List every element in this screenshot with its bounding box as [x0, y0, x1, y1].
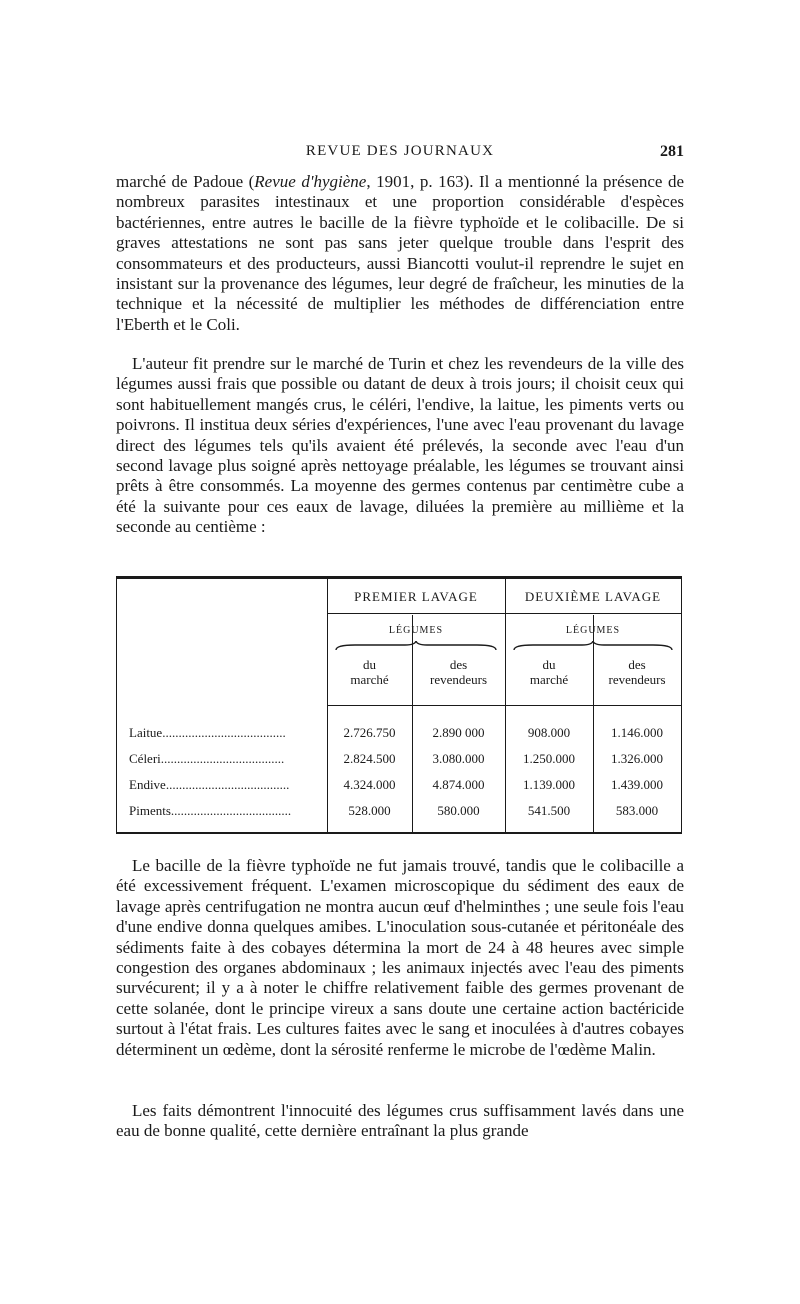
brace-icon: [335, 641, 497, 651]
column-header-premier-marche: [327, 657, 412, 687]
table-cell: 4.874.000: [432, 777, 485, 792]
table-cell: 4.324.000: [343, 777, 396, 792]
germ-count-table: [116, 576, 682, 834]
table-cell: 1.439.000: [611, 777, 663, 792]
table-cell: 580.000: [437, 803, 480, 818]
table-cell: 2.890 000: [432, 725, 485, 740]
column-header-deuxieme-marche: [505, 657, 593, 687]
column-header-line: du: [542, 657, 556, 672]
running-head: [116, 143, 684, 165]
paragraph-3: Le bacille de la fièvre typhoïde ne fut jamais trouvé, tandis que le colibacille a été excessivement fréquent. L'examen microscopique du sédiment des eaux de lavage après centrifugation ne montra aucun œuf d'helminthes ; une seule fois l'eau d'une endive donna quelques amibes. L'inoculation sous-cutanée et péritonéale des sédiments faite à des cobayes détermina la mort de 24 à 48 heures avec simple congestion des organes abdominaux ; les animaux injectés avec l'eau des piments survécurent; il y a à noter le chiffre relativement faible des germes provenant de cette solanée, dont le principe vireux a sans doute une certaine action bactéricide surtout à l'état frais. Les cultures faites avec le sang et inoculées à d'autres cobayes déterminent un œdème, dont la sérosité renferme le microbe de l'œdème Malin.: [116, 856, 684, 1059]
column-header-line: du: [363, 657, 376, 672]
table-cell: 3.080.000: [432, 751, 485, 766]
table-cell: 528.000: [348, 803, 391, 818]
column-header-line: marché: [529, 672, 569, 687]
paragraph-1-start: marché de Padoue (: [116, 172, 255, 191]
paragraph-1: [116, 172, 684, 335]
row-label-endive: Endive......................................: [129, 777, 290, 792]
table-cell: 1.139.000: [523, 777, 575, 792]
group-header-premier-lavage: PREMIER LAVAGE: [354, 589, 478, 604]
column-header-line: des: [449, 657, 468, 672]
group-header-deuxieme-lavage: DEUXIÈME LAVAGE: [524, 589, 662, 604]
column-header-line: des: [628, 657, 646, 672]
running-title: REVUE DES JOURNAUX: [305, 143, 495, 159]
table-cell: 1.250.000: [523, 751, 575, 766]
table-cell: 2.726.750: [343, 725, 396, 740]
subheader-legumes-2: LÉGUMES: [565, 625, 621, 636]
row-label-celeri: Céleri......................................: [129, 751, 285, 766]
paragraph-1-rest: , 1901, p. 163). Il a mentionné la présence de nombreux parasites intestinaux et une proportion considérable d'espèces bactériennes, entre autres le bacille de la fièvre typhoïde et le colibacille. De si graves attestations ne sont pas sans jeter quelque trouble dans l'esprit des consommateurs et des producteurs, aussi Biancotti voulut-il reprendre le sujet en insistant sur la provenance des légumes, leur degré de fraîcheur, les minuties de la technique et la nécessité de multiplier les méthodes de différenciation entre l'Eberth et le Coli.: [116, 172, 685, 334]
column-header-line: revendeurs: [429, 672, 488, 687]
table-cell: 541.500: [527, 803, 571, 818]
journal-title: Revue d'hygiène: [254, 172, 367, 191]
brace-icon: [513, 641, 673, 651]
column-header-premier-revendeurs: [412, 657, 505, 687]
page-number: 281: [660, 143, 684, 160]
column-header-line: revendeurs: [608, 672, 666, 687]
table-cell: 1.146.000: [611, 725, 663, 740]
table-rule-h1: [327, 613, 681, 614]
row-label-laitue: Laitue......................................: [129, 725, 286, 740]
table-cell: 583.000: [615, 803, 659, 818]
paragraph-2: L'auteur fit prendre sur le marché de Turin et chez les revendeurs de la ville des légumes aussi frais que possible ou datant de deux à trois jours; il choisit ceux qui sont habituellement mangés crus, le céléri, l'endive, la laitue, les piments verts ou poivrons. Il institua deux séries d'expériences, l'une avec l'eau provenant du lavage direct des légumes tels qu'ils avaient été prélevés, la seconde avec l'eau d'un second lavage plus soigné après nettoyage préalable, les légumes se trouvant ainsi prêts à être consommés. La moyenne des germes contenus par centimètre cube a été la suivante pour ces eaux de lavage, diluées la première au millième et la seconde au centième :: [116, 354, 684, 537]
subheader-legumes-1: LÉGUMES: [388, 625, 444, 636]
column-header-deuxieme-revendeurs: [593, 657, 681, 687]
row-label-piments: Piments.....................................: [129, 803, 292, 818]
table-cell: 908.000: [527, 725, 571, 740]
table-cell: 1.326.000: [611, 751, 663, 766]
column-header-line: marché: [350, 672, 389, 687]
table-cell: 2.824.500: [343, 751, 396, 766]
paragraph-4: Les faits démontrent l'innocuité des légumes crus suffisamment lavés dans une eau de bonne qualité, cette dernière entraînant la plus grande: [116, 1101, 684, 1141]
table-rule-h2: [327, 705, 681, 706]
